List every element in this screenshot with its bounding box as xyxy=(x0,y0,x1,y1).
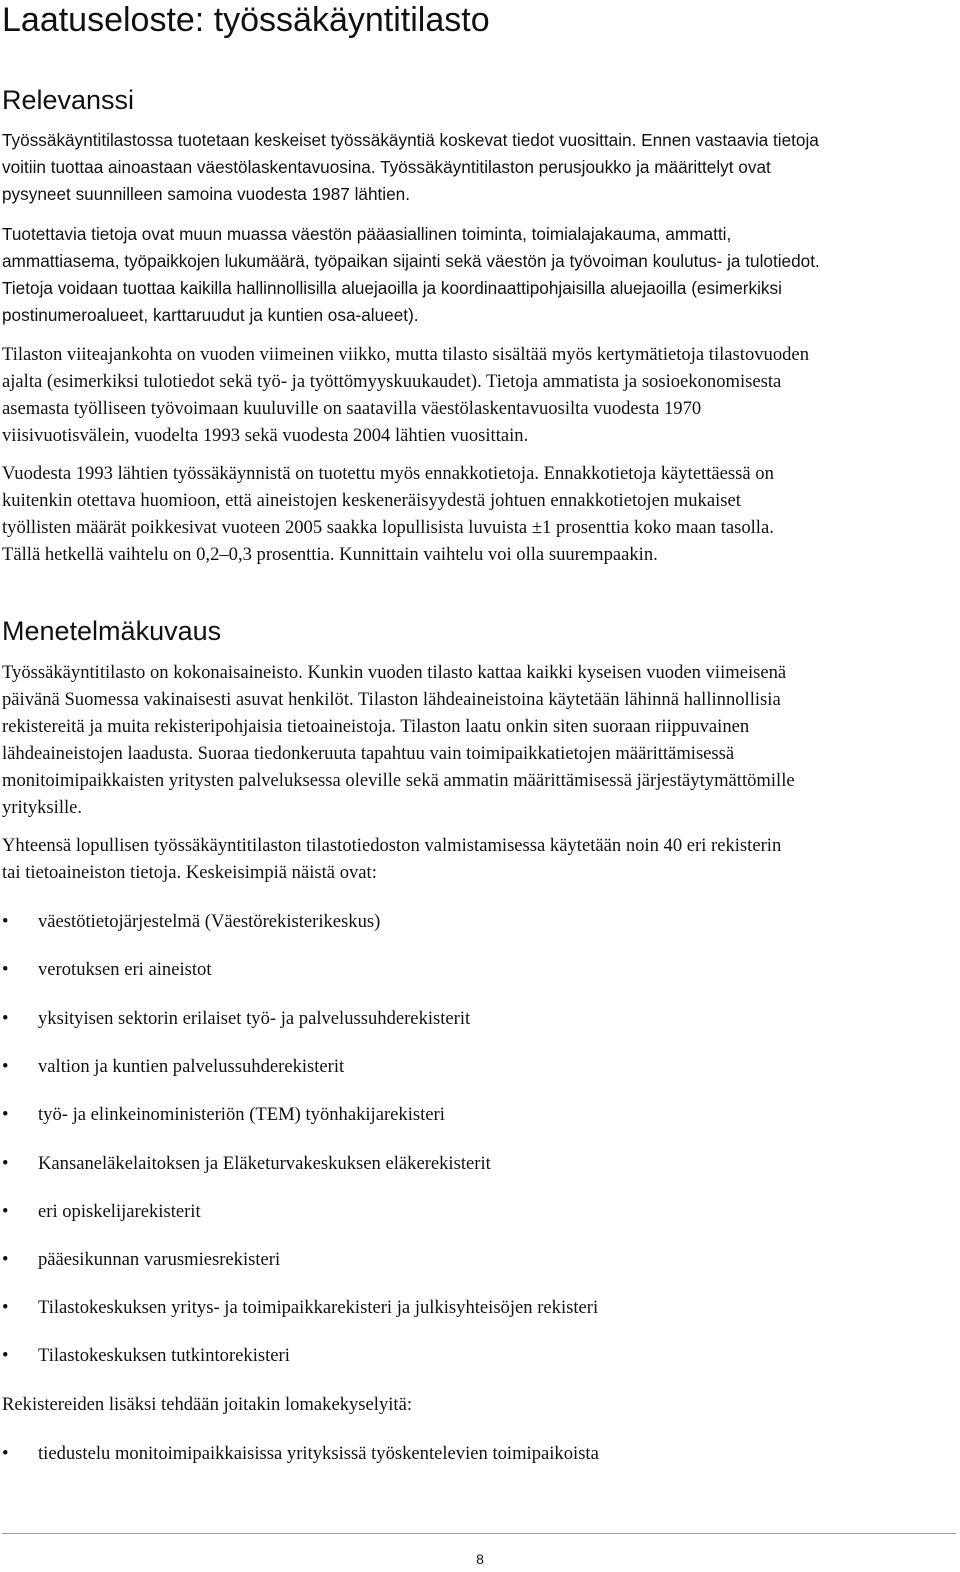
paragraph-menetelma-3 xyxy=(2,1391,958,1418)
footer-divider xyxy=(2,1533,956,1534)
list-item-text: verotuksen eri aineistot xyxy=(38,959,212,980)
bullet: • xyxy=(2,1056,9,1077)
bullet: • xyxy=(2,1008,9,1029)
bullet: • xyxy=(2,1443,9,1464)
paragraph-relevanssi-1 xyxy=(2,127,958,208)
paragraph-relevanssi-4 xyxy=(2,460,958,568)
list-item-text: yksityisen sektorin erilaiset työ- ja palvelussuhderekisterit xyxy=(38,1008,471,1029)
list-item-text: tiedustelu monitoimipaikkaisissa yrityksissä työskentelevien toimipaikoista xyxy=(38,1443,599,1464)
paragraph-relevanssi-3 xyxy=(2,341,958,449)
bullet: • xyxy=(2,1297,9,1318)
text-line: Työssäkäyntitilastossa tuotetaan keskeiset työssäkäyntiä koskevat tiedot vuosittain. Ennen vastaavia tietoja xyxy=(2,130,819,150)
text-line: Yhteensä lopullisen työssäkäyntitilaston tilastotiedoston valmistamisessa käytetään noin 40 eri rekisterin xyxy=(2,835,782,856)
text-line: kuitenkin otettava huomioon, että aineistojen keskeneräisyydestä johtuen ennakkotietojen mukaiset xyxy=(2,490,741,511)
text-line: Tietoja voidaan tuottaa kaikilla hallinnollisilla aluejaoilla ja koordinaattipohjaisilla aluejaoilla (esimerkiksi xyxy=(2,278,782,298)
bullet: • xyxy=(2,1153,9,1174)
section-heading-relevanssi: Relevanssi xyxy=(2,85,135,115)
text-line: työllisten määrät poikkesivat vuoteen 2005 saakka lopullisista luvuista ±1 prosenttia koko maan tasolla. xyxy=(2,517,774,538)
list-item-text: eri opiskelijarekisterit xyxy=(38,1201,201,1222)
text-line: Työssäkäyntitilasto on kokonaisaineisto. Kunkin vuoden tilasto kattaa kaikki kyseisen vuoden viimeisenä xyxy=(2,662,787,683)
list-item-text: Tilastokeskuksen tutkintorekisteri xyxy=(38,1345,290,1366)
text-line: tai tietoaineiston tietoja. Keskeisimpiä näistä ovat: xyxy=(2,862,377,883)
text-line: rekistereitä ja muita rekisteripohjaisia tietoaineistoja. Tilaston laatu onkin siten suoraan riippuvainen xyxy=(2,716,750,737)
text-line: ammattiasema, työpaikkojen lukumäärä, työpaikan sijainti sekä väestön ja työvoiman koulutus- ja tulotiedot. xyxy=(2,251,820,271)
text-line: Tuotettavia tietoja ovat muun muassa väestön pääasiallinen toiminta, toimialajakauma, ammatti, xyxy=(2,224,732,244)
text-line: pysyneet suunnilleen samoina vuodesta 1987 lähtien. xyxy=(2,184,411,204)
bullet: • xyxy=(2,911,9,932)
bullet: • xyxy=(2,1249,9,1270)
text-line: voitiin tuottaa ainoastaan väestölaskentavuosina. Työssäkäyntitilaston perusjoukko ja määrittelyt ovat xyxy=(2,157,771,177)
bullet: • xyxy=(2,959,9,980)
list-item-text: valtion ja kuntien palvelussuhderekisterit xyxy=(38,1056,345,1077)
text-line: asemasta työlliseen työvoimaan kuuluville on saatavilla väestölaskentavuosilta vuodesta 1970 xyxy=(2,398,702,419)
text-line: lähdeaineistojen laadusta. Suoraa tiedonkeruuta tapahtuu vain toimipaikkatietojen määrittämisessä xyxy=(2,743,735,764)
text-line: postinumeroalueet, karttaruudut ja kuntien osa-alueet). xyxy=(2,305,419,325)
text-line: yrityksille. xyxy=(2,797,83,818)
bullet: • xyxy=(2,1201,9,1222)
list-item-text: väestötietojärjestelmä (Väestörekisterikeskus) xyxy=(38,911,381,932)
text-line: ajalta (esimerkiksi tulotiedot sekä työ- ja työttömyyskuukaudet). Tietoja ammatista ja sosioekonomisesta xyxy=(2,371,782,392)
text-line: viisivuotisvälein, vuodelta 1993 sekä vuodesta 2004 lähtien vuosittain. xyxy=(2,425,529,446)
paragraph-menetelma-1 xyxy=(2,659,958,821)
text-line: Vuodesta 1993 lähtien työssäkäynnistä on tuotettu myös ennakkotietoja. Ennakkotietoja käytettäessä on xyxy=(2,463,774,484)
paragraph-menetelma-2 xyxy=(2,832,958,886)
bullet: • xyxy=(2,1345,9,1366)
page-title: Laatuseloste: työssäkäyntitilasto xyxy=(2,1,490,39)
list-item-text: Tilastokeskuksen yritys- ja toimipaikkarekisteri ja julkisyhteisöjen rekisteri xyxy=(38,1297,599,1318)
text-line: Rekistereiden lisäksi tehdään joitakin lomakekyselyitä: xyxy=(2,1394,412,1415)
text-line: monitoimipaikkaisten yritysten palveluksessa oleville sekä ammatin määrittämisessä järjestäytymättömille xyxy=(2,770,795,791)
section-heading-menetelmakuvaus: Menetelmäkuvaus xyxy=(2,616,222,646)
list-item-text: Kansaneläkelaitoksen ja Eläketurvakeskuksen eläkerekisterit xyxy=(38,1153,491,1174)
bullet: • xyxy=(2,1104,9,1125)
list-item-text: työ- ja elinkeinoministeriön (TEM) työnhakijarekisteri xyxy=(38,1104,445,1125)
page-number: 8 xyxy=(476,1551,484,1567)
list-item-text: pääesikunnan varusmiesrekisteri xyxy=(38,1249,281,1270)
text-line: Tilaston viiteajankohta on vuoden viimeinen viikko, mutta tilasto sisältää myös kertymätietoja tilastovuoden xyxy=(2,344,809,365)
paragraph-relevanssi-2 xyxy=(2,221,958,329)
text-line: Tällä hetkellä vaihtelu on 0,2–0,3 prosenttia. Kunnittain vaihtelu voi olla suurempaakin. xyxy=(2,544,658,565)
text-line: päivänä Suomessa vakinaisesti asuvat henkilöt. Tilaston lähdeaineistoina käytetään lähinnä hallinnollisia xyxy=(2,689,781,710)
